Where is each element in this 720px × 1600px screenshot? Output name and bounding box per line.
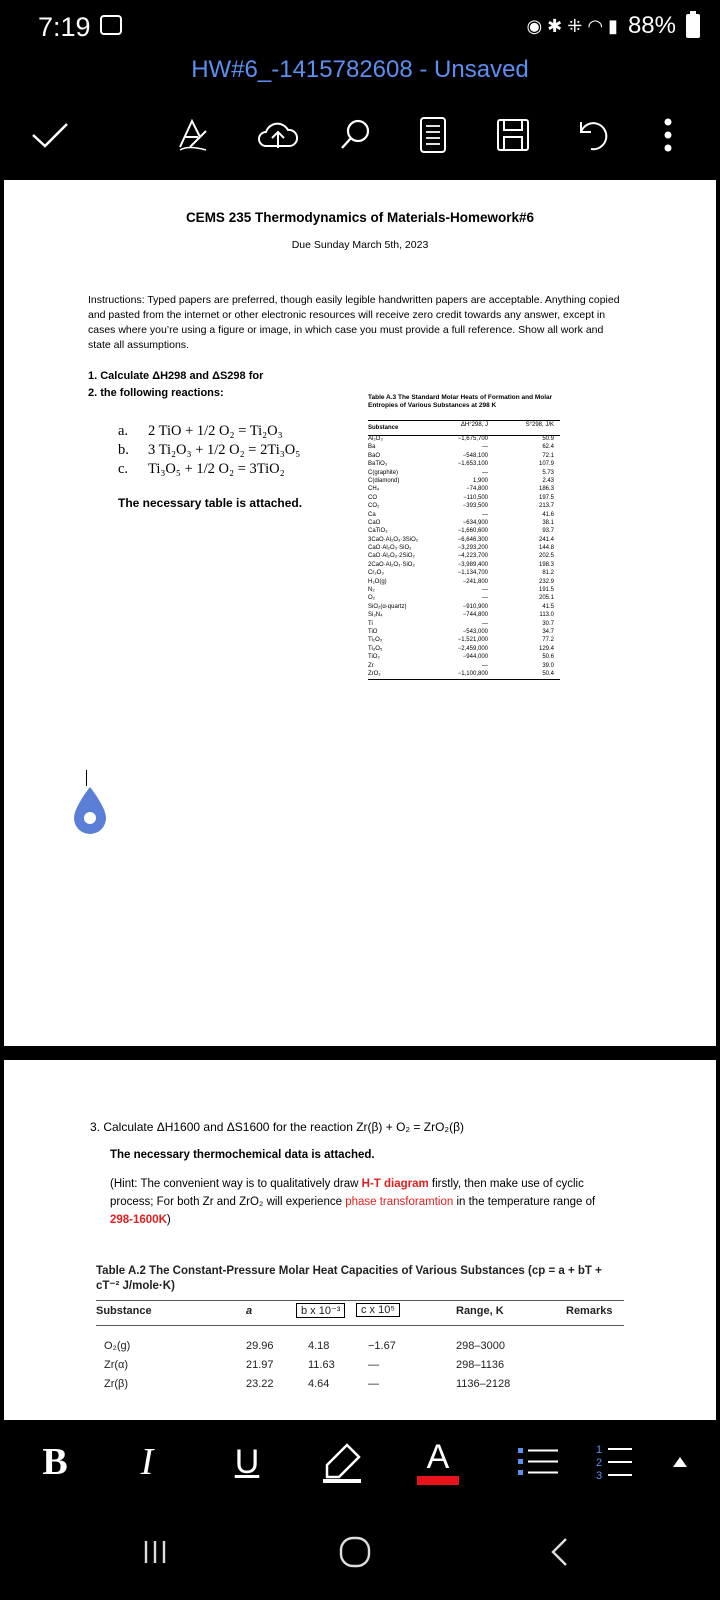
table-a3-row bbox=[368, 595, 560, 603]
t2-cell-c: −1.67 bbox=[368, 1340, 396, 1352]
t2-cell-a: 21.97 bbox=[246, 1359, 274, 1371]
cell-enthalpy: −1,660,600 bbox=[457, 528, 488, 535]
cell-substance: CH₄ bbox=[368, 486, 380, 493]
cell-entropy: 241.4 bbox=[538, 536, 554, 543]
cell-enthalpy: −634,900 bbox=[462, 519, 488, 526]
cell-enthalpy: −744,800 bbox=[462, 612, 488, 619]
underline-button[interactable]: U bbox=[234, 1442, 260, 1481]
reading-mode-icon[interactable] bbox=[408, 110, 458, 160]
cell-entropy: 5.73 bbox=[542, 469, 554, 476]
document-title: HW#6_-1415782608 - Unsaved bbox=[191, 56, 529, 83]
t2-cell-c: — bbox=[368, 1359, 379, 1371]
t2-cell-substance: Zr(α) bbox=[104, 1359, 129, 1371]
instructions: Instructions: Typed papers are preferred, though easily legible handwritten papers are acceptable. Anything copied and pasted from the internet or other electronic resources will receive zero credit towards any answer, except in cases where you’re using a figure or image, in which case you must provide a full reference. Show all work and state all assumptions. bbox=[88, 294, 620, 351]
cell-enthalpy: −6,646,300 bbox=[457, 536, 488, 543]
cell-substance: Ti₃O₅ bbox=[368, 645, 383, 652]
cell-entropy: 39.0 bbox=[542, 662, 554, 669]
t2-header-remarks: Remarks bbox=[566, 1305, 613, 1317]
t2-header-c: c x 10⁵ bbox=[356, 1303, 400, 1317]
table-a3-header bbox=[368, 420, 560, 436]
cell-enthalpy: −110,500 bbox=[463, 494, 488, 501]
cell-entropy: 34.7 bbox=[542, 628, 554, 635]
bullet-list-button[interactable] bbox=[508, 1420, 568, 1504]
table-a2 bbox=[96, 1300, 624, 1393]
cell-entropy: 62.4 bbox=[542, 444, 554, 451]
page-title: CEMS 235 Thermodynamics of Materials-Homework#6 bbox=[185, 210, 535, 225]
cell-entropy: 205.1 bbox=[538, 595, 554, 602]
table-a3-row bbox=[368, 671, 560, 679]
cell-enthalpy: — bbox=[482, 662, 488, 669]
numbered-list-icon bbox=[596, 1442, 634, 1482]
cell-enthalpy: −1,100,800 bbox=[457, 670, 488, 677]
table-a3-caption: Table A.3 The Standard Molar Heats of Formation and Molar Entropies of Various Substances at 298 K bbox=[368, 394, 553, 409]
back-icon[interactable] bbox=[524, 1504, 594, 1600]
cell-substance: Ti₂O₃ bbox=[368, 637, 383, 644]
svg-text:1: 1 bbox=[596, 1444, 603, 1456]
cell-entropy: 30.7 bbox=[542, 620, 554, 627]
header-s: S°298, J/K bbox=[525, 422, 554, 428]
table-a3-row bbox=[368, 579, 560, 587]
table-a3-row bbox=[368, 436, 560, 444]
cell-enthalpy: −1,521,000 bbox=[457, 637, 488, 644]
table-a3-row bbox=[368, 503, 560, 511]
cell-entropy: 50.9 bbox=[542, 436, 554, 442]
table-a3-row bbox=[368, 453, 560, 461]
table-a2-row bbox=[96, 1355, 624, 1374]
cell-substance: Al₂O₃ bbox=[368, 436, 383, 442]
more-icon[interactable] bbox=[648, 110, 688, 160]
table-a3-row bbox=[368, 520, 560, 528]
cell-entropy: 197.5 bbox=[538, 494, 554, 501]
cell-entropy: 213.7 bbox=[538, 503, 554, 510]
t2-cell-b: 11.63 bbox=[308, 1359, 335, 1371]
battery-icon bbox=[686, 14, 700, 38]
reaction-c: c. Ti₃O₅ + 1/2 O₂ = 3TiO₂ bbox=[118, 461, 285, 477]
cell-enthalpy: — bbox=[482, 595, 488, 602]
cell-substance: CO bbox=[368, 494, 377, 501]
cell-substance: CaO bbox=[368, 519, 381, 526]
cell-substance: C(graphite) bbox=[368, 469, 399, 476]
cell-enthalpy: — bbox=[482, 587, 488, 594]
cell-substance: N₂ bbox=[368, 587, 375, 594]
t2-cell-b: 4.64 bbox=[308, 1378, 330, 1390]
cell-enthalpy: 1,900 bbox=[472, 477, 488, 484]
cell-enthalpy: — bbox=[482, 444, 488, 451]
cell-enthalpy: — bbox=[482, 620, 488, 627]
signal-icons: ◉ ✱ ⁜ ◠ ▮ bbox=[526, 15, 618, 36]
cursor-handle-icon[interactable] bbox=[70, 785, 110, 842]
cell-substance: 2CaO·Al₂O₃·SiO₂ bbox=[368, 561, 415, 568]
question-2: 2. the following reactions: bbox=[88, 387, 224, 399]
table-a3-row bbox=[368, 495, 560, 503]
cell-substance: O₂ bbox=[368, 595, 375, 602]
cell-enthalpy: −241,800 bbox=[462, 578, 488, 585]
svg-text:2: 2 bbox=[596, 1457, 603, 1469]
italic-button[interactable]: I bbox=[140, 1441, 154, 1483]
table-a3-row bbox=[368, 654, 560, 662]
cell-enthalpy: — bbox=[482, 469, 488, 476]
cell-substance: BaO bbox=[368, 452, 381, 459]
text-cursor bbox=[86, 770, 87, 786]
table-a3-row bbox=[368, 621, 560, 629]
cell-enthalpy: −3,989,400 bbox=[457, 561, 488, 568]
table-a2-caption: Table A.2 The Constant-Pressure Molar Heat Capacities of Various Substances (cp = a + bT + cT⁻² J/mole·K) bbox=[96, 1265, 602, 1292]
font-color-button[interactable] bbox=[408, 1420, 468, 1504]
document-page-2[interactable] bbox=[4, 1060, 716, 1420]
save-icon[interactable] bbox=[488, 110, 538, 160]
cell-enthalpy: −543,000 bbox=[462, 628, 488, 635]
header-substance: Substance bbox=[368, 425, 399, 431]
cell-substance: CaO·Al₂O₃·2SiO₂ bbox=[368, 553, 415, 560]
gallery-notification-icon bbox=[100, 15, 122, 35]
cell-substance: Zr bbox=[368, 662, 374, 669]
recent-apps-icon[interactable] bbox=[120, 1504, 190, 1600]
cell-enthalpy: −74,800 bbox=[466, 486, 488, 493]
home-icon[interactable] bbox=[320, 1504, 390, 1600]
table-a3-row bbox=[368, 470, 560, 478]
t2-cell-range: 1136–2128 bbox=[456, 1378, 511, 1390]
cell-entropy: 144.8 bbox=[538, 545, 554, 552]
table-a3-row bbox=[368, 612, 560, 620]
t2-cell-a: 29.96 bbox=[246, 1340, 274, 1352]
cell-substance: BaTiO₃ bbox=[368, 461, 388, 468]
question-3-note: The necessary thermochemical data is attached. bbox=[110, 1149, 375, 1161]
check-icon[interactable] bbox=[20, 110, 80, 160]
cell-substance: SiO₂(α-quartz) bbox=[368, 603, 407, 610]
table-note: The necessary table is attached. bbox=[118, 496, 303, 510]
navigation-bar bbox=[0, 1504, 720, 1600]
table-a3-row bbox=[368, 663, 560, 671]
undo-icon[interactable] bbox=[570, 110, 620, 160]
cell-enthalpy: −393,500 bbox=[462, 503, 488, 510]
cell-entropy: 186.3 bbox=[538, 486, 554, 493]
bullet-list-icon bbox=[516, 1445, 560, 1479]
t2-cell-a: 23.22 bbox=[246, 1378, 274, 1390]
table-a3-row bbox=[368, 570, 560, 578]
table-a2-row bbox=[96, 1336, 624, 1355]
cell-entropy: 198.3 bbox=[538, 561, 554, 568]
header-dh: ΔH°298, J bbox=[460, 422, 488, 428]
table-a3-row bbox=[368, 486, 560, 494]
bold-button[interactable]: B bbox=[42, 1441, 68, 1483]
table-a3-row bbox=[368, 461, 560, 469]
table-a3-row bbox=[368, 553, 560, 561]
due-date: Due Sunday March 5th, 2023 bbox=[291, 239, 429, 251]
t2-cell-b: 4.18 bbox=[308, 1340, 330, 1352]
cell-enthalpy: −1,134,700 bbox=[457, 570, 488, 577]
t2-header-a: a bbox=[246, 1305, 253, 1317]
cell-substance: Ba bbox=[368, 444, 376, 451]
cell-entropy: 107.9 bbox=[538, 461, 554, 468]
cell-substance: CaTiO₃ bbox=[368, 528, 388, 535]
numbered-list-button[interactable] bbox=[590, 1420, 640, 1504]
cell-substance: TiO₂ bbox=[368, 654, 380, 661]
cell-substance: Cr₂O₃ bbox=[368, 570, 384, 577]
cell-substance: Ti bbox=[368, 620, 373, 627]
cell-entropy: 41.6 bbox=[542, 511, 554, 518]
cell-entropy: 202.5 bbox=[538, 553, 554, 560]
pen-icon[interactable] bbox=[168, 110, 218, 160]
cell-entropy: 38.1 bbox=[542, 519, 554, 526]
table-a3 bbox=[368, 420, 560, 680]
t2-header-substance: Substance bbox=[96, 1305, 152, 1317]
cell-entropy: 2.43 bbox=[542, 477, 554, 484]
table-a3-row bbox=[368, 562, 560, 570]
cell-substance: 3CaO·Al₂O₃·3SiO₂ bbox=[368, 536, 419, 543]
t2-cell-substance: Zr(β) bbox=[104, 1378, 129, 1390]
table-a3-row bbox=[368, 604, 560, 612]
cell-enthalpy: −1,653,100 bbox=[457, 461, 488, 468]
table-a3-row bbox=[368, 637, 560, 645]
cell-enthalpy: −944,000 bbox=[462, 654, 488, 661]
table-a3-row bbox=[368, 587, 560, 595]
search-icon[interactable] bbox=[330, 110, 380, 160]
cell-entropy: 113.0 bbox=[539, 612, 554, 619]
cell-substance: TiO bbox=[368, 628, 378, 635]
cloud-upload-icon[interactable] bbox=[250, 110, 306, 160]
svg-text:3: 3 bbox=[596, 1470, 603, 1482]
cell-substance: ZrO₂ bbox=[368, 670, 381, 677]
reaction-b: b. 3 Ti₂O₃ + 1/2 O₂ = 2Ti₃O₅ bbox=[118, 442, 301, 458]
cell-entropy: 129.4 bbox=[538, 645, 554, 652]
cell-substance: Ca bbox=[368, 511, 376, 518]
expand-toolbar-icon[interactable] bbox=[660, 1420, 700, 1504]
cell-enthalpy: −3,293,200 bbox=[457, 545, 488, 552]
cell-entropy: 72.1 bbox=[542, 452, 554, 459]
highlighter-button[interactable] bbox=[312, 1420, 372, 1504]
table-a3-row bbox=[368, 545, 560, 553]
reaction-a: a. 2 TiO + 1/2 O₂ = Ti₂O₃ bbox=[118, 423, 283, 439]
cell-substance: CO₂ bbox=[368, 503, 380, 510]
t2-cell-range: 298–3000 bbox=[456, 1340, 505, 1352]
cell-substance: C(diamond) bbox=[368, 477, 400, 484]
status-bar bbox=[0, 0, 720, 56]
table-a3-row bbox=[368, 444, 560, 452]
cell-enthalpy: −1,675,700 bbox=[457, 436, 488, 442]
table-a3-row bbox=[368, 528, 560, 536]
cell-entropy: 232.9 bbox=[538, 578, 554, 585]
document-page-1[interactable] bbox=[4, 180, 716, 1046]
table-a3-row bbox=[368, 512, 560, 520]
battery-percent: 88% bbox=[627, 12, 676, 39]
status-icons bbox=[526, 12, 700, 40]
status-time: 7:19 bbox=[38, 12, 91, 42]
table-a2-header bbox=[96, 1300, 624, 1326]
cell-enthalpy: — bbox=[482, 511, 488, 518]
table-a3-row bbox=[368, 629, 560, 637]
cell-enthalpy: −548,100 bbox=[462, 452, 488, 459]
highlighter-icon bbox=[319, 1439, 365, 1485]
cell-substance: H₂O(g) bbox=[368, 578, 387, 585]
font-color-swatch bbox=[417, 1476, 459, 1485]
cell-entropy: 77.2 bbox=[542, 637, 554, 644]
cell-entropy: 50.4 bbox=[542, 670, 554, 677]
cell-substance: Si₃N₄ bbox=[368, 612, 383, 619]
table-a3-row bbox=[368, 537, 560, 545]
cell-enthalpy: −2,459,000 bbox=[457, 645, 488, 652]
t2-cell-c: — bbox=[368, 1378, 379, 1390]
t2-cell-substance: O₂(g) bbox=[104, 1340, 131, 1352]
cell-entropy: 93.7 bbox=[542, 528, 554, 535]
cell-enthalpy: −4,223,700 bbox=[457, 553, 488, 560]
hint: (Hint: The convenient way is to qualitatively draw H-T diagram firstly, then make use of cyclic process; For both Zr and ZrO₂ will experience phase transforamtion in the temperature range of 298-1600K) bbox=[110, 1178, 596, 1226]
cell-enthalpy: −910,900 bbox=[462, 603, 488, 610]
question-1: 1. Calculate ΔH298 and ΔS298 for bbox=[88, 370, 264, 382]
format-toolbar bbox=[0, 1420, 720, 1504]
table-a3-row bbox=[368, 478, 560, 486]
t2-cell-range: 298–1136 bbox=[456, 1359, 505, 1371]
cell-entropy: 81.2 bbox=[542, 570, 554, 577]
font-color-letter: A bbox=[426, 1437, 450, 1476]
cell-entropy: 50.6 bbox=[542, 654, 554, 661]
t2-header-b: b x 10⁻³ bbox=[296, 1303, 345, 1318]
table-a2-row bbox=[96, 1374, 624, 1393]
cell-substance: CaO·Al₂O₃·SiO₂ bbox=[368, 545, 412, 552]
table-a3-row bbox=[368, 646, 560, 654]
cell-entropy: 191.5 bbox=[538, 587, 554, 594]
cell-entropy: 41.5 bbox=[542, 603, 554, 610]
t2-header-range: Range, K bbox=[456, 1305, 504, 1317]
top-toolbar bbox=[0, 110, 720, 160]
question-3: 3. Calculate ΔH1600 and ΔS1600 for the reaction Zr(β) + O₂ = ZrO₂(β) bbox=[90, 1120, 464, 1134]
